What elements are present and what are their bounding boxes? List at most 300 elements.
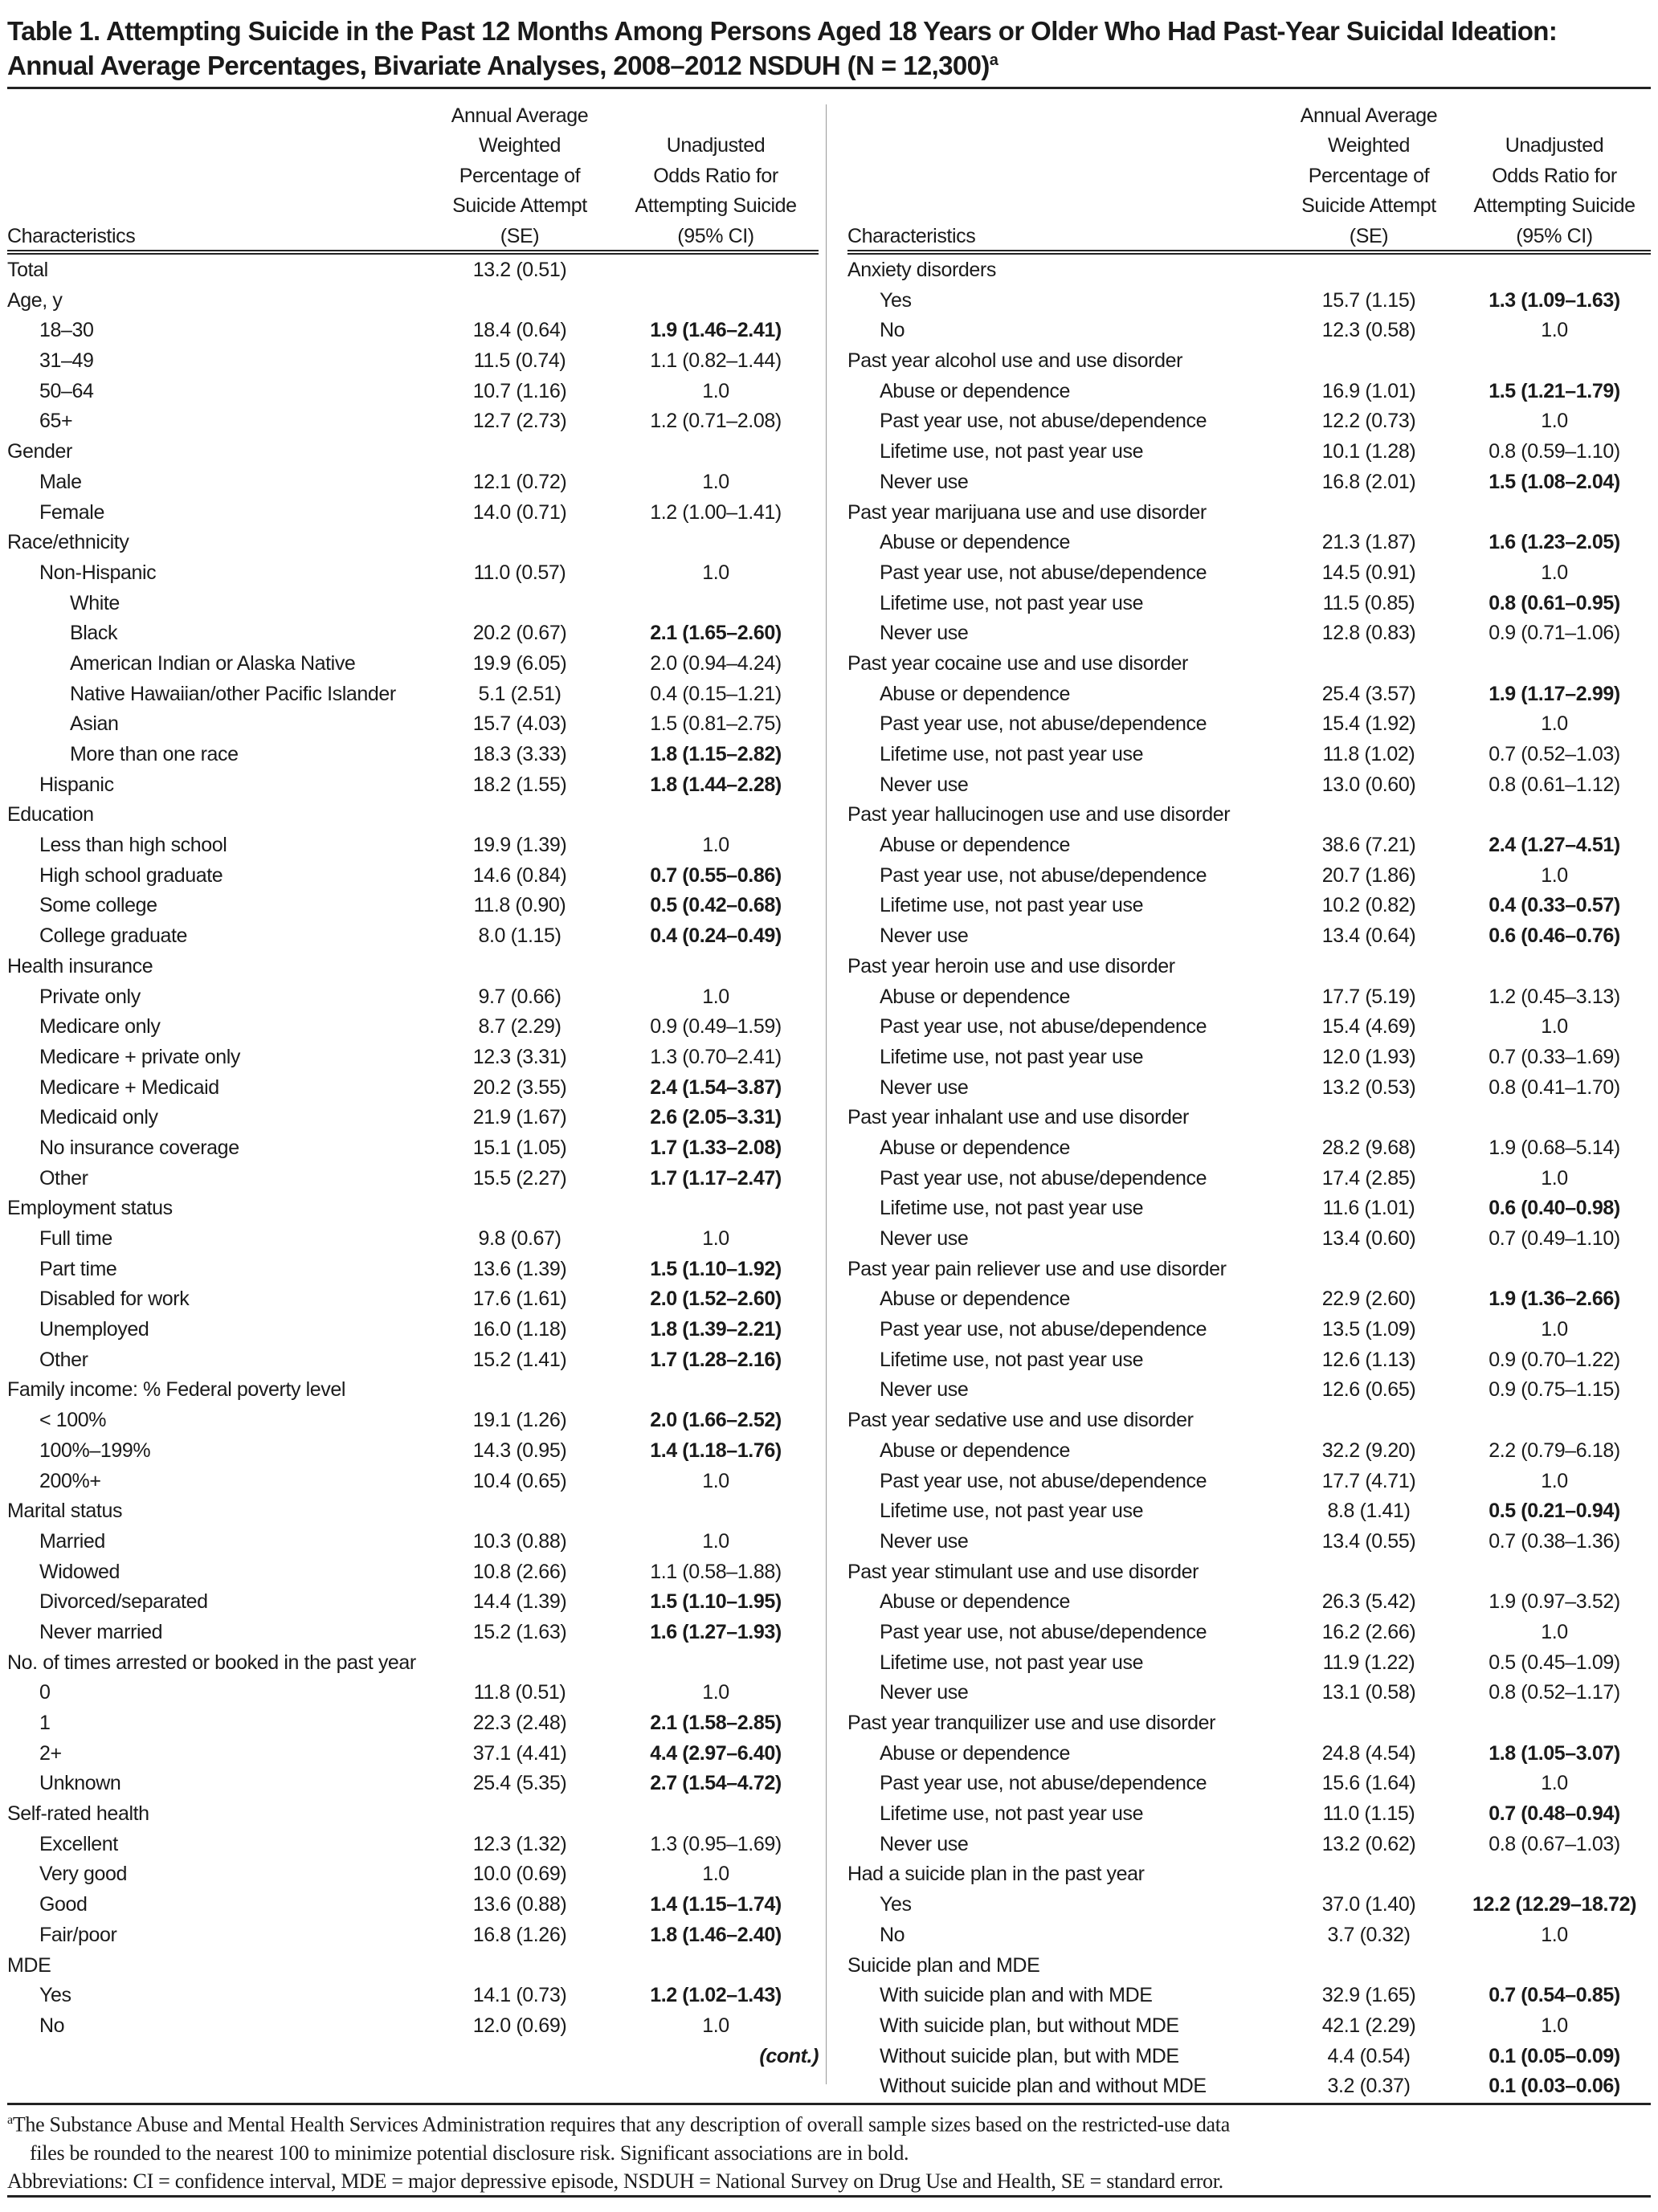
row-percentage: 14.4 (1.39) bbox=[472, 1590, 567, 1614]
row-percentage: 15.2 (1.63) bbox=[472, 1620, 567, 1643]
row-odds-ratio: 0.6 (0.40–0.98) bbox=[1489, 1197, 1620, 1220]
row-odds-ratio: 1.4 (1.15–1.74) bbox=[650, 1893, 782, 1916]
row-odds-ratio: 1.0 bbox=[1541, 1772, 1568, 1795]
row-odds-ratio: 1.0 bbox=[1541, 1318, 1568, 1341]
row-characteristic: 31–49 bbox=[39, 349, 94, 373]
row-percentage: 38.6 (7.21) bbox=[1321, 834, 1416, 857]
table-row bbox=[7, 255, 819, 286]
row-percentage: 19.9 (1.39) bbox=[472, 834, 567, 857]
table-section-heading bbox=[7, 528, 819, 558]
row-percentage: 12.6 (1.13) bbox=[1321, 1348, 1416, 1371]
row-characteristic: Past year cocaine use and use disorder bbox=[847, 651, 1188, 675]
row-characteristic: Yes bbox=[880, 1893, 912, 1916]
row-characteristic: Female bbox=[39, 500, 104, 524]
row-characteristic: Lifetime use, not past year use bbox=[880, 1802, 1144, 1826]
row-percentage: 10.4 (0.65) bbox=[472, 1469, 567, 1492]
row-odds-ratio: 1.9 (1.46–2.41) bbox=[650, 319, 782, 342]
table-row bbox=[7, 377, 819, 407]
row-odds-ratio: 1.3 (0.95–1.69) bbox=[650, 1832, 782, 1855]
row-characteristic: Never use bbox=[880, 773, 969, 796]
row-odds-ratio: 0.9 (0.49–1.59) bbox=[650, 1015, 782, 1039]
row-odds-ratio: 1.2 (0.71–2.08) bbox=[650, 410, 782, 433]
row-characteristic: Excellent bbox=[39, 1832, 118, 1855]
row-odds-ratio: 1.2 (1.00–1.41) bbox=[650, 500, 782, 524]
row-odds-ratio: 1.5 (1.21–1.79) bbox=[1489, 379, 1620, 402]
table-row bbox=[7, 1467, 819, 1497]
row-odds-ratio: 1.0 bbox=[702, 1529, 729, 1553]
table-row bbox=[847, 1073, 1651, 1104]
row-odds-ratio: 2.7 (1.54–4.72) bbox=[650, 1772, 782, 1795]
footer-rule bbox=[7, 2195, 1651, 2198]
row-characteristic: Yes bbox=[39, 1984, 71, 2007]
row-odds-ratio: 1.0 bbox=[702, 834, 729, 857]
row-percentage: 15.4 (1.92) bbox=[1321, 712, 1416, 736]
row-odds-ratio: 1.0 bbox=[702, 1863, 729, 1886]
row-characteristic: Past year use, not abuse/dependence bbox=[880, 410, 1207, 433]
table-row bbox=[7, 891, 819, 921]
row-percentage: 8.7 (2.29) bbox=[478, 1015, 562, 1039]
row-characteristic: MDE bbox=[7, 1953, 51, 1977]
table-row bbox=[7, 1436, 819, 1467]
row-characteristic: Total bbox=[7, 259, 48, 281]
row-odds-ratio: 1.9 (0.68–5.14) bbox=[1489, 1136, 1620, 1159]
row-percentage: 13.4 (0.55) bbox=[1321, 1529, 1416, 1553]
row-percentage: 32.9 (1.65) bbox=[1321, 1984, 1416, 2007]
row-characteristic: Lifetime use, not past year use bbox=[880, 743, 1144, 765]
row-odds-ratio: 1.0 bbox=[702, 2014, 729, 2037]
row-odds-ratio: 1.0 bbox=[1541, 319, 1568, 342]
row-characteristic: More than one race bbox=[70, 743, 239, 765]
row-odds-ratio: 1.2 (0.45–3.13) bbox=[1489, 985, 1620, 1008]
row-percentage: 11.8 (1.02) bbox=[1322, 743, 1415, 765]
table-row bbox=[7, 1981, 819, 2011]
row-percentage: 12.0 (0.69) bbox=[472, 2014, 567, 2037]
row-characteristic: Suicide plan and MDE bbox=[847, 1953, 1040, 1977]
header-characteristics: Characteristics bbox=[847, 224, 976, 247]
table-row bbox=[847, 467, 1651, 498]
row-percentage: 13.4 (0.64) bbox=[1321, 924, 1416, 948]
header-rule bbox=[7, 250, 819, 251]
table-row bbox=[7, 709, 819, 740]
row-characteristic: Past year use, not abuse/dependence bbox=[880, 1166, 1207, 1190]
row-characteristic: No bbox=[39, 2014, 65, 2037]
row-odds-ratio: 2.4 (1.54–3.87) bbox=[650, 1075, 782, 1099]
row-percentage: 10.1 (1.28) bbox=[1321, 440, 1416, 463]
row-percentage: 15.5 (2.27) bbox=[472, 1166, 567, 1190]
row-odds-ratio: 1.0 bbox=[702, 561, 729, 584]
table-row bbox=[847, 1890, 1651, 1920]
row-percentage: 16.0 (1.18) bbox=[472, 1318, 567, 1341]
row-odds-ratio: 2.0 (0.94–4.24) bbox=[650, 651, 782, 675]
row-characteristic: Abuse or dependence bbox=[880, 682, 1071, 705]
row-characteristic: Past year use, not abuse/dependence bbox=[880, 1318, 1207, 1341]
header-characteristics: Characteristics bbox=[7, 224, 136, 247]
row-percentage: 12.0 (1.93) bbox=[1321, 1045, 1416, 1068]
row-characteristic: Past year tranquilizer use and use disorder bbox=[847, 1712, 1216, 1734]
table-section-heading bbox=[7, 589, 819, 619]
row-odds-ratio: 1.0 bbox=[1541, 712, 1568, 736]
row-characteristic: Disabled for work bbox=[39, 1288, 190, 1311]
row-percentage: 10.0 (0.69) bbox=[472, 1863, 567, 1886]
header-rule bbox=[7, 253, 819, 255]
row-odds-ratio: 1.8 (1.39–2.21) bbox=[650, 1318, 782, 1341]
row-characteristic: Private only bbox=[39, 985, 141, 1008]
table-row bbox=[847, 2071, 1651, 2102]
row-percentage: 8.0 (1.15) bbox=[478, 924, 562, 948]
row-percentage: 32.2 (9.20) bbox=[1321, 1439, 1416, 1462]
row-characteristic: Past year use, not abuse/dependence bbox=[880, 1620, 1207, 1643]
table-row bbox=[847, 1467, 1651, 1497]
table-section-heading bbox=[847, 1708, 1651, 1739]
table-row bbox=[847, 1678, 1651, 1708]
row-characteristic: Without suicide plan, but with MDE bbox=[880, 2044, 1179, 2067]
row-odds-ratio: 1.3 (1.09–1.63) bbox=[1489, 288, 1620, 312]
row-percentage: 11.6 (1.01) bbox=[1322, 1197, 1415, 1220]
row-characteristic: Lifetime use, not past year use bbox=[880, 1651, 1144, 1674]
table-row bbox=[847, 1527, 1651, 1557]
row-characteristic: No bbox=[880, 1923, 905, 1946]
row-odds-ratio: 1.0 bbox=[702, 379, 729, 402]
table-row bbox=[847, 1496, 1651, 1527]
row-percentage: 16.8 (2.01) bbox=[1321, 470, 1416, 493]
row-percentage: 12.3 (1.32) bbox=[472, 1832, 567, 1855]
row-percentage: 16.2 (2.66) bbox=[1321, 1620, 1416, 1643]
table-row bbox=[847, 1648, 1651, 1679]
table-row bbox=[7, 316, 819, 346]
row-characteristic: Education bbox=[7, 803, 94, 826]
row-characteristic: Yes bbox=[880, 288, 912, 312]
row-characteristic: Never use bbox=[880, 470, 969, 493]
row-characteristic: Past year stimulant use and use disorder bbox=[847, 1560, 1199, 1583]
table-row bbox=[847, 528, 1651, 558]
row-odds-ratio: 0.8 (0.52–1.17) bbox=[1489, 1681, 1620, 1704]
row-characteristic: Never use bbox=[880, 1378, 969, 1402]
row-characteristic: Good bbox=[39, 1893, 88, 1916]
row-odds-ratio: 1.5 (1.10–1.92) bbox=[650, 1257, 782, 1280]
left-rows bbox=[7, 255, 819, 2071]
row-percentage: 13.5 (1.09) bbox=[1321, 1318, 1416, 1341]
table-row bbox=[7, 618, 819, 649]
row-percentage: 37.1 (4.41) bbox=[472, 1741, 567, 1765]
row-odds-ratio: 1.0 bbox=[1541, 863, 1568, 887]
row-percentage: 12.7 (2.73) bbox=[472, 410, 567, 433]
table-section-heading bbox=[847, 346, 1651, 377]
table-row bbox=[7, 740, 819, 770]
row-characteristic: Divorced/separated bbox=[39, 1590, 208, 1614]
row-characteristic: Abuse or dependence bbox=[880, 379, 1071, 402]
row-characteristic: Some college bbox=[39, 894, 157, 917]
row-odds-ratio: 2.0 (1.66–2.52) bbox=[650, 1409, 782, 1432]
row-characteristic: Race/ethnicity bbox=[7, 531, 129, 554]
table-row bbox=[7, 1739, 819, 1769]
row-characteristic: Abuse or dependence bbox=[880, 985, 1071, 1008]
table-row bbox=[7, 1890, 819, 1920]
table-section-heading bbox=[847, 1255, 1651, 1285]
row-characteristic: No. of times arrested or booked in the past year bbox=[7, 1651, 416, 1674]
row-percentage: 14.5 (0.91) bbox=[1321, 561, 1416, 584]
row-percentage: 12.8 (0.83) bbox=[1321, 622, 1416, 645]
row-characteristic: Never use bbox=[880, 622, 969, 645]
row-characteristic: Lifetime use, not past year use bbox=[880, 894, 1144, 917]
table-row bbox=[7, 1920, 819, 1951]
table-row bbox=[847, 316, 1651, 346]
row-percentage: 13.6 (0.88) bbox=[472, 1893, 567, 1916]
table-row bbox=[847, 2011, 1651, 2042]
table-row bbox=[847, 1981, 1651, 2011]
table-row bbox=[847, 1587, 1651, 1618]
row-odds-ratio: 0.9 (0.71–1.06) bbox=[1489, 622, 1620, 645]
row-percentage: 42.1 (2.29) bbox=[1321, 2014, 1416, 2037]
row-characteristic: Medicare + private only bbox=[39, 1045, 240, 1068]
row-percentage: 20.7 (1.86) bbox=[1321, 863, 1416, 887]
table-row bbox=[847, 1133, 1651, 1164]
row-percentage: 28.2 (9.68) bbox=[1321, 1136, 1416, 1159]
table-row bbox=[847, 740, 1651, 770]
row-percentage: 21.3 (1.87) bbox=[1321, 531, 1416, 554]
row-odds-ratio: 0.7 (0.38–1.36) bbox=[1489, 1529, 1620, 1553]
row-characteristic: With suicide plan, but without MDE bbox=[880, 2014, 1179, 2037]
row-percentage: 10.2 (0.82) bbox=[1321, 894, 1416, 917]
row-characteristic: 65+ bbox=[39, 410, 73, 433]
row-characteristic: Abuse or dependence bbox=[880, 1439, 1071, 1462]
row-characteristic: Age, y bbox=[7, 288, 63, 312]
row-odds-ratio: 12.2 (12.29–18.72) bbox=[1472, 1893, 1637, 1916]
table-section-heading bbox=[7, 1496, 819, 1527]
table-row bbox=[7, 406, 819, 437]
row-characteristic: Past year sedative use and use disorder bbox=[847, 1409, 1194, 1432]
row-odds-ratio: 1.5 (1.10–1.95) bbox=[650, 1590, 782, 1614]
table-row bbox=[7, 1830, 819, 1860]
row-percentage: 22.9 (2.60) bbox=[1321, 1288, 1416, 1311]
row-percentage: 25.4 (5.35) bbox=[472, 1772, 567, 1795]
table-section-heading bbox=[847, 649, 1651, 680]
table-row bbox=[847, 2042, 1651, 2072]
table-row bbox=[7, 1708, 819, 1739]
row-odds-ratio: 1.1 (0.82–1.44) bbox=[650, 349, 782, 373]
row-odds-ratio: 0.8 (0.59–1.10) bbox=[1489, 440, 1620, 463]
row-characteristic: Abuse or dependence bbox=[880, 531, 1071, 554]
row-characteristic: Medicare only bbox=[39, 1015, 161, 1039]
row-percentage: 25.4 (3.57) bbox=[1321, 682, 1416, 705]
row-characteristic: High school graduate bbox=[39, 863, 223, 887]
row-odds-ratio: 1.8 (1.05–3.07) bbox=[1489, 1741, 1620, 1765]
table-row bbox=[847, 1224, 1651, 1255]
row-characteristic: Lifetime use, not past year use bbox=[880, 1348, 1144, 1371]
row-characteristic: Marital status bbox=[7, 1500, 123, 1523]
abbreviations: Abbreviations: CI = confidence interval, MDE = major depressive episode, NSDUH = National Survey on Drug Use and Health, SE = standard error. bbox=[7, 2169, 1223, 2193]
table-row bbox=[847, 982, 1651, 1013]
table-row bbox=[847, 1739, 1651, 1769]
row-percentage: 11.5 (0.85) bbox=[1322, 591, 1415, 614]
table-section-heading bbox=[7, 1951, 819, 1981]
table-section-heading bbox=[7, 1648, 819, 1679]
table-row bbox=[7, 346, 819, 377]
table-section-heading bbox=[7, 1799, 819, 1830]
table-row bbox=[847, 1345, 1651, 1376]
row-percentage: 10.3 (0.88) bbox=[472, 1529, 567, 1553]
row-odds-ratio: 0.4 (0.33–0.57) bbox=[1489, 894, 1620, 917]
row-odds-ratio: 0.7 (0.48–0.94) bbox=[1489, 1802, 1620, 1826]
row-characteristic: Non-Hispanic bbox=[39, 561, 157, 584]
table-row bbox=[7, 1284, 819, 1315]
row-percentage: 13.2 (0.53) bbox=[1321, 1075, 1416, 1099]
row-odds-ratio: 0.7 (0.33–1.69) bbox=[1489, 1045, 1620, 1068]
table-row bbox=[847, 770, 1651, 801]
table-row bbox=[7, 558, 819, 589]
row-characteristic: Never use bbox=[880, 1529, 969, 1553]
row-percentage: 21.9 (1.67) bbox=[472, 1106, 567, 1129]
row-characteristic: Abuse or dependence bbox=[880, 1741, 1071, 1765]
row-characteristic: Gender bbox=[7, 440, 72, 463]
table-section-heading bbox=[7, 800, 819, 831]
row-percentage: 15.7 (1.15) bbox=[1321, 288, 1416, 312]
row-characteristic: 200%+ bbox=[39, 1469, 101, 1492]
row-odds-ratio: 1.8 (1.46–2.40) bbox=[650, 1923, 782, 1946]
table-section-heading bbox=[7, 286, 819, 316]
table-row bbox=[7, 1618, 819, 1648]
row-characteristic: Lifetime use, not past year use bbox=[880, 591, 1144, 614]
row-percentage: 11.0 (1.15) bbox=[1322, 1802, 1415, 1826]
row-characteristic: Abuse or dependence bbox=[880, 834, 1071, 857]
footnote-text-line2: files be rounded to the nearest 100 to minimize potential disclosure risk. Significant associations are in bold. bbox=[30, 2141, 909, 2165]
table-row bbox=[847, 1012, 1651, 1043]
row-characteristic: Anxiety disorders bbox=[847, 259, 996, 281]
row-characteristic: Self-rated health bbox=[7, 1802, 149, 1826]
table-row bbox=[847, 1164, 1651, 1194]
table-row bbox=[847, 286, 1651, 316]
row-characteristic: Male bbox=[39, 470, 82, 493]
column-divider bbox=[826, 104, 827, 2084]
table-row bbox=[847, 1436, 1651, 1467]
table-row bbox=[847, 709, 1651, 740]
row-odds-ratio: 1.4 (1.18–1.76) bbox=[650, 1439, 782, 1462]
row-odds-ratio: 0.8 (0.61–0.95) bbox=[1489, 591, 1620, 614]
row-odds-ratio: 1.7 (1.17–2.47) bbox=[650, 1166, 782, 1190]
row-percentage: 20.2 (3.55) bbox=[472, 1075, 567, 1099]
row-characteristic: Less than high school bbox=[39, 834, 227, 857]
table-row bbox=[847, 1194, 1651, 1224]
table-row bbox=[7, 680, 819, 710]
row-characteristic: Never married bbox=[39, 1620, 163, 1643]
table-row bbox=[847, 1315, 1651, 1345]
table-row bbox=[847, 558, 1651, 589]
row-odds-ratio: 1.0 bbox=[702, 470, 729, 493]
row-percentage: 9.8 (0.67) bbox=[478, 1227, 562, 1250]
row-characteristic: Never use bbox=[880, 1832, 969, 1855]
row-percentage: 8.8 (1.41) bbox=[1327, 1500, 1411, 1523]
row-characteristic: Fair/poor bbox=[39, 1923, 117, 1946]
row-odds-ratio: 2.4 (1.27–4.51) bbox=[1489, 834, 1620, 857]
row-odds-ratio: 0.4 (0.15–1.21) bbox=[650, 682, 782, 705]
row-percentage: 26.3 (5.42) bbox=[1321, 1590, 1416, 1614]
row-characteristic: Past year use, not abuse/dependence bbox=[880, 561, 1207, 584]
table-row bbox=[7, 1345, 819, 1376]
row-characteristic: Past year hallucinogen use and use disorder bbox=[847, 803, 1231, 826]
row-percentage: 5.1 (2.51) bbox=[478, 682, 562, 705]
table-row bbox=[847, 1618, 1651, 1648]
table-title-line1: Table 1. Attempting Suicide in the Past 12 Months Among Persons Aged 18 Years or Older Who Had Past-Year Suicidal Ideation: bbox=[7, 16, 1558, 46]
row-percentage: 18.3 (3.33) bbox=[472, 743, 567, 765]
row-odds-ratio: 0.5 (0.42–0.68) bbox=[650, 894, 782, 917]
row-percentage: 17.6 (1.61) bbox=[472, 1288, 567, 1311]
row-characteristic: Widowed bbox=[39, 1560, 120, 1583]
row-characteristic: 18–30 bbox=[39, 319, 94, 342]
table-row bbox=[7, 1073, 819, 1104]
table-row bbox=[847, 437, 1651, 467]
row-characteristic: Abuse or dependence bbox=[880, 1590, 1071, 1614]
row-characteristic: Past year heroin use and use disorder bbox=[847, 954, 1175, 977]
table-row bbox=[847, 680, 1651, 710]
continued-row bbox=[7, 2042, 819, 2072]
table-row bbox=[847, 831, 1651, 861]
table-row bbox=[7, 770, 819, 801]
row-percentage: 16.8 (1.26) bbox=[472, 1923, 567, 1946]
row-characteristic: No insurance coverage bbox=[39, 1136, 239, 1159]
row-percentage: 13.2 (0.51) bbox=[472, 259, 567, 281]
row-percentage: 12.1 (0.72) bbox=[472, 470, 567, 493]
table-row bbox=[847, 1920, 1651, 1951]
table-section-heading bbox=[847, 1103, 1651, 1133]
row-percentage: 10.8 (2.66) bbox=[472, 1560, 567, 1583]
table-row bbox=[847, 1375, 1651, 1406]
row-characteristic: Never use bbox=[880, 1075, 969, 1099]
table-row bbox=[7, 831, 819, 861]
title-rule bbox=[7, 87, 1651, 89]
table-row bbox=[7, 1043, 819, 1073]
row-characteristic: Family income: % Federal poverty level bbox=[7, 1378, 346, 1402]
table-section-heading bbox=[7, 952, 819, 982]
row-characteristic: College graduate bbox=[39, 924, 188, 948]
table-row bbox=[7, 1678, 819, 1708]
row-characteristic: Past year marijuana use and use disorder bbox=[847, 500, 1207, 524]
table-row bbox=[847, 861, 1651, 892]
row-characteristic: American Indian or Alaska Native bbox=[70, 651, 356, 675]
row-odds-ratio: 1.9 (1.36–2.66) bbox=[1489, 1288, 1620, 1311]
row-odds-ratio: 0.7 (0.49–1.10) bbox=[1489, 1227, 1620, 1250]
table-row bbox=[7, 1255, 819, 1285]
row-odds-ratio: 1.7 (1.28–2.16) bbox=[650, 1348, 782, 1371]
row-percentage: 16.9 (1.01) bbox=[1321, 379, 1416, 402]
row-percentage: 37.0 (1.40) bbox=[1321, 1893, 1416, 1916]
row-odds-ratio: 1.8 (1.15–2.82) bbox=[650, 743, 782, 765]
row-percentage: 17.4 (2.85) bbox=[1321, 1166, 1416, 1190]
row-odds-ratio: 1.6 (1.23–2.05) bbox=[1489, 531, 1620, 554]
table-row bbox=[847, 1769, 1651, 1799]
table-section-heading bbox=[847, 1406, 1651, 1436]
row-characteristic: No bbox=[880, 319, 905, 342]
table-row bbox=[847, 377, 1651, 407]
footnote-marker: a bbox=[7, 2113, 13, 2127]
row-characteristic: Hispanic bbox=[39, 773, 114, 796]
row-characteristic: < 100% bbox=[39, 1409, 107, 1432]
row-percentage: 20.2 (0.67) bbox=[472, 622, 567, 645]
row-percentage: 15.4 (4.69) bbox=[1321, 1015, 1416, 1039]
row-characteristic: Without suicide plan and without MDE bbox=[880, 2075, 1207, 2098]
row-percentage: 11.9 (1.22) bbox=[1322, 1651, 1415, 1674]
row-odds-ratio: 1.0 bbox=[1541, 1923, 1568, 1946]
row-characteristic: Past year use, not abuse/dependence bbox=[880, 712, 1207, 736]
row-characteristic: Employment status bbox=[7, 1197, 173, 1220]
table-section-heading bbox=[847, 255, 1651, 286]
title-footnote-marker: a bbox=[989, 51, 998, 69]
row-odds-ratio: 2.2 (0.79–6.18) bbox=[1489, 1439, 1620, 1462]
row-characteristic: Very good bbox=[39, 1863, 127, 1886]
row-percentage: 15.7 (4.03) bbox=[472, 712, 567, 736]
table-section-heading bbox=[7, 1194, 819, 1224]
row-characteristic: Full time bbox=[39, 1227, 112, 1250]
row-characteristic: Never use bbox=[880, 1227, 969, 1250]
header-percentage: Annual Average Weighted Percentage of Suicide Attempt (SE) bbox=[1300, 104, 1438, 247]
